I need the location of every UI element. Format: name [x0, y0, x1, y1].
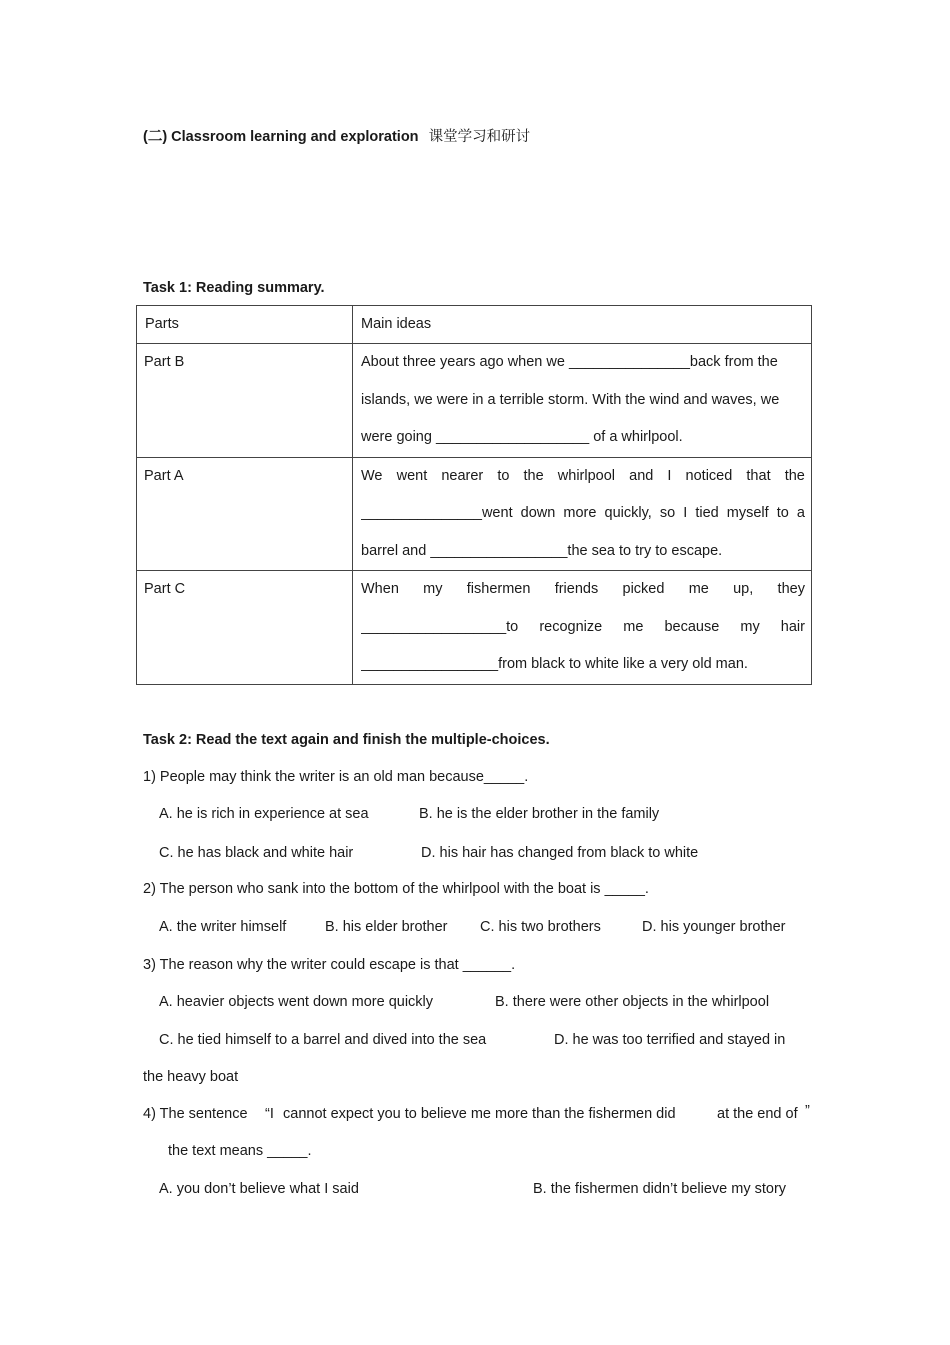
word: picked [622, 581, 665, 597]
word: quickly, [604, 505, 652, 521]
main-idea-line: barrel and _________________the sea to try to escape. [361, 542, 723, 559]
section-label-cn: 课堂学习和研讨 [428, 129, 531, 145]
word: me [623, 618, 644, 635]
word: my [423, 581, 443, 597]
word: my [740, 618, 760, 635]
word: I [683, 505, 688, 521]
question-4-close-quote: ” [805, 1103, 810, 1119]
question-2-option-b: B. his elder brother [325, 919, 448, 935]
word: went [396, 467, 428, 484]
main-idea-line [361, 495, 805, 533]
word: that [746, 467, 771, 484]
word: to [497, 467, 510, 484]
word: fishermen [466, 581, 531, 597]
question-1-option-b: B. he is the elder brother in the family [419, 806, 660, 822]
word: When [361, 581, 399, 597]
word: more [563, 505, 597, 521]
main-idea-cell [353, 344, 812, 458]
section-heading [143, 128, 530, 146]
question-2-option-d: D. his younger brother [642, 919, 786, 935]
main-idea-cell [353, 457, 812, 571]
question-4-stem-middle: at the end of [717, 1106, 798, 1122]
main-idea-line [361, 571, 805, 609]
word: up, [733, 581, 754, 597]
word: a [796, 505, 805, 521]
task2-title: Task 2: Read the text again and finish the multiple-choices. [143, 732, 550, 748]
question-1-option-d: D. his hair has changed from black to white [421, 845, 699, 861]
header-main-ideas [353, 306, 812, 344]
main-idea-line [361, 458, 805, 496]
word: they [777, 581, 805, 597]
reading-summary-table [136, 305, 812, 685]
word: the [523, 467, 544, 484]
question-1-stem: 1) People may think the writer is an old man because_____. [143, 769, 529, 785]
main-idea-cell [353, 571, 812, 685]
table-row [137, 571, 812, 685]
question-4-stem-start: 4) The sentence [143, 1106, 248, 1122]
table-row [137, 344, 812, 458]
question-2-option-a: A. the writer himself [159, 919, 287, 935]
header-parts-label: Parts [145, 316, 179, 332]
word: We [361, 467, 383, 484]
header-main-ideas-label: Main ideas [361, 316, 432, 332]
header-parts [137, 306, 353, 344]
word: whirlpool [557, 467, 616, 484]
question-3-option-d-continued: the heavy boat [143, 1069, 239, 1085]
question-4-option-a: A. you don’t believe what I said [159, 1181, 359, 1197]
part-cell: Part A [137, 457, 353, 571]
table-header-row [137, 306, 812, 344]
part-cell: Part C [137, 571, 353, 685]
main-idea-line: _________________from black to white like a very old man. [361, 656, 748, 672]
word: because [664, 618, 720, 635]
word: recognize [539, 618, 603, 635]
question-3-option-a: A. heavier objects went down more quickly [159, 994, 434, 1010]
word: hair [780, 618, 805, 635]
word: so [659, 505, 676, 521]
question-3-stem: 3) The reason why the writer could escape is that ______. [143, 957, 516, 973]
word: _______________went [361, 505, 513, 521]
word: down [520, 505, 556, 521]
word: the [784, 467, 805, 484]
question-4-stem-end: the text means _____. [168, 1143, 312, 1159]
word: to [776, 505, 789, 521]
main-idea-line: islands, we were in a terrible storm. With the wind and waves, we [361, 391, 780, 408]
question-3-option-d: D. he was too terrified and stayed in [554, 1032, 786, 1048]
part-cell: Part B [137, 344, 353, 458]
word: friends [554, 581, 599, 597]
question-1-option-a: A. he is rich in experience at sea [159, 806, 369, 822]
task1-title: Task 1: Reading summary. [143, 280, 325, 296]
question-2-option-c: C. his two brothers [480, 919, 601, 935]
section-label: (二) Classroom learning and exploration [143, 129, 419, 145]
word: myself [726, 505, 769, 521]
question-3-option-c: C. he tied himself to a barrel and dived into the sea [159, 1032, 487, 1048]
word: __________________to [361, 618, 519, 635]
word: nearer [441, 467, 484, 484]
main-idea-line [361, 609, 805, 647]
word: tied [695, 505, 719, 521]
main-idea-line: were going ___________________ of a whirlpool. [361, 429, 683, 445]
question-4-quoted-sentence: cannot expect you to believe me more than the fishermen did [283, 1106, 676, 1122]
word: I [667, 467, 672, 484]
word: noticed [685, 467, 733, 484]
word: me [688, 581, 709, 597]
question-2-stem: 2) The person who sank into the bottom of the whirlpool with the boat is _____. [143, 881, 649, 897]
word: and [629, 467, 654, 484]
question-4-open-quote: “I [265, 1106, 274, 1122]
table-row [137, 457, 812, 571]
question-3-option-b: B. there were other objects in the whirlpool [495, 994, 770, 1010]
question-1-option-c: C. he has black and white hair [159, 845, 354, 861]
main-idea-line: About three years ago when we _______________back from the [361, 354, 778, 370]
question-4-option-b: B. the fishermen didn’t believe my story [533, 1181, 787, 1197]
